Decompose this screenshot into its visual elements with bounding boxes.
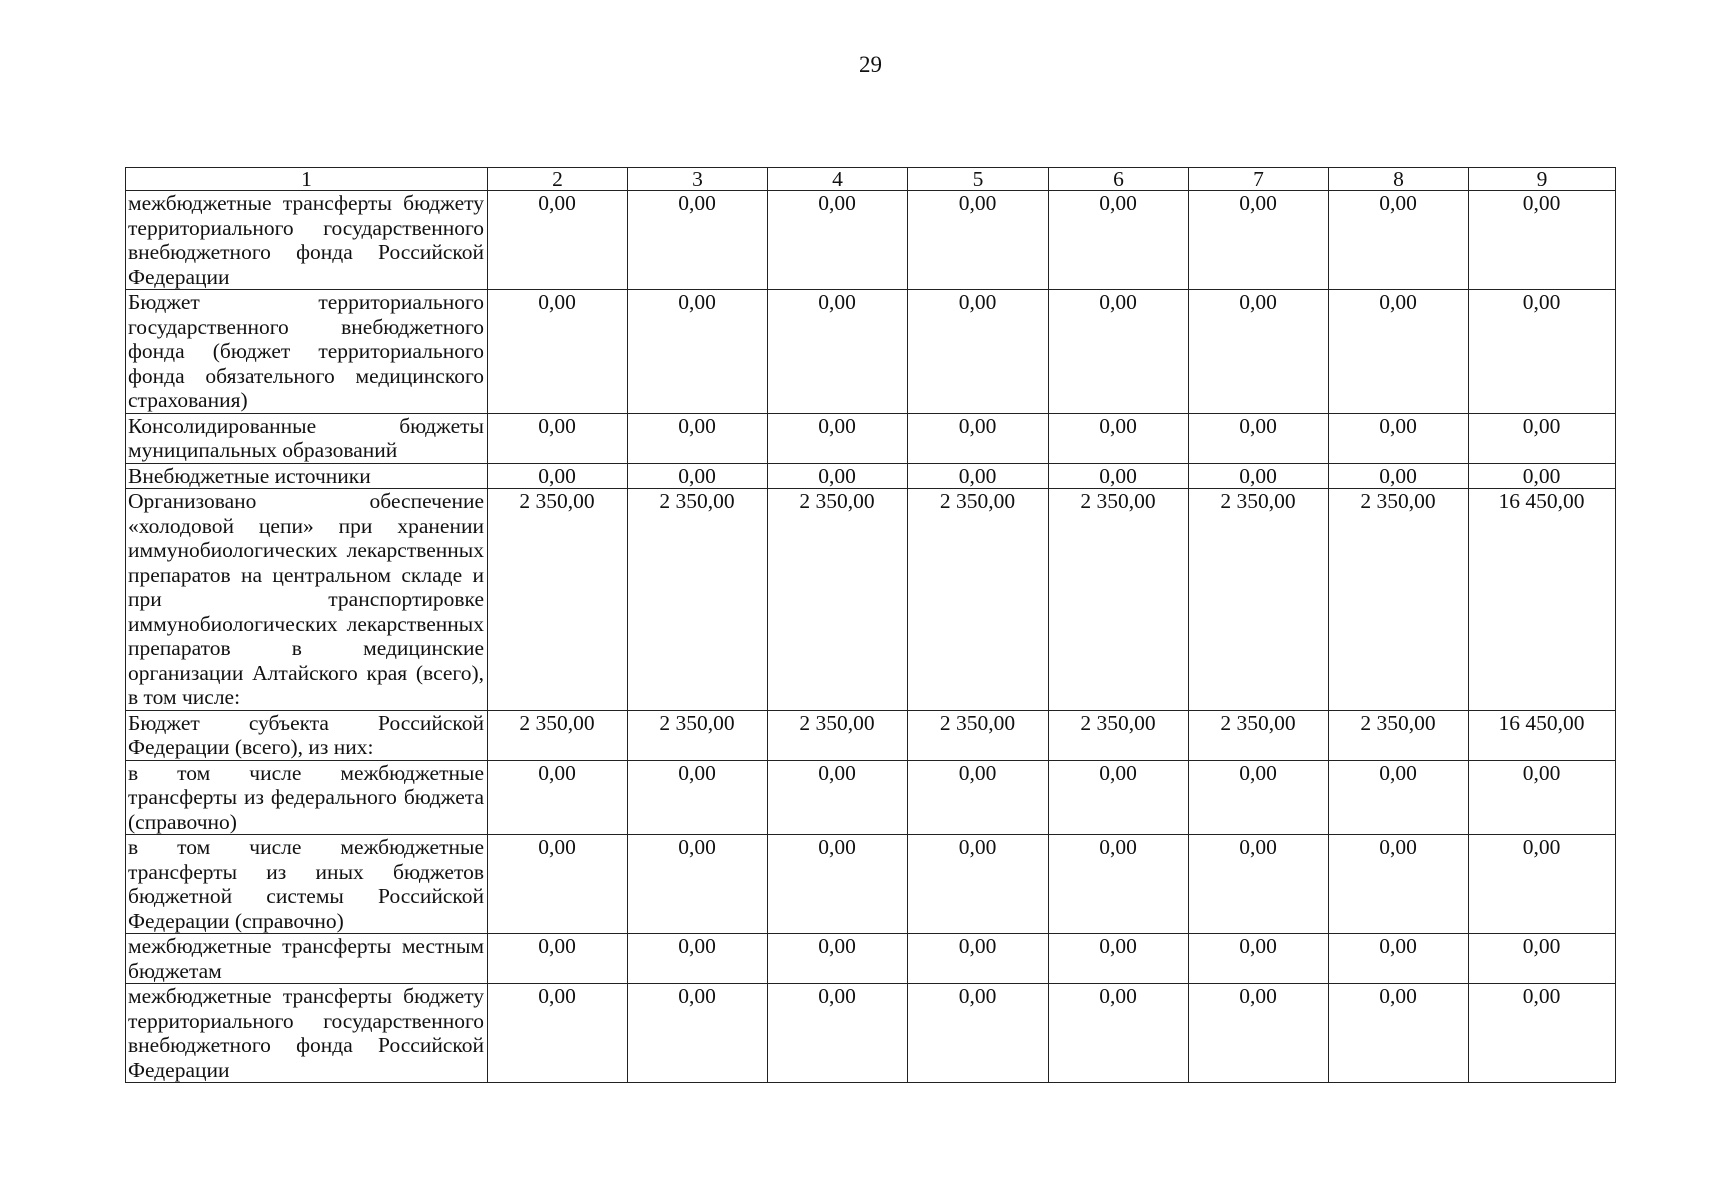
- cell-value: 0,00: [768, 934, 908, 984]
- cell-value: 2 350,00: [1189, 489, 1329, 711]
- cell-value: 16 450,00: [1469, 710, 1616, 760]
- cell-value: 0,00: [628, 760, 768, 835]
- cell-value: 0,00: [488, 290, 628, 414]
- cell-value: 0,00: [908, 191, 1049, 290]
- cell-value: 0,00: [1469, 413, 1616, 463]
- cell-value: 2 350,00: [1329, 710, 1469, 760]
- row-label: Консолидированные бюджеты муниципальных образований: [126, 413, 488, 463]
- row-label: межбюджетные трансферты бюджету территориального государственного внебюджетного фонда Российской Федерации: [126, 191, 488, 290]
- cell-value: 0,00: [1189, 835, 1329, 934]
- cell-value: 0,00: [768, 191, 908, 290]
- cell-value: 0,00: [628, 290, 768, 414]
- cell-value: 0,00: [1469, 835, 1616, 934]
- cell-value: 0,00: [1049, 934, 1189, 984]
- cell-value: 0,00: [1329, 835, 1469, 934]
- cell-value: 0,00: [488, 984, 628, 1083]
- cell-value: 2 350,00: [1049, 710, 1189, 760]
- cell-value: 2 350,00: [488, 489, 628, 711]
- cell-value: 0,00: [1049, 760, 1189, 835]
- table-row: [126, 984, 1616, 1083]
- cell-value: 0,00: [1049, 290, 1189, 414]
- row-label: в том числе межбюджетные трансферты из иных бюджетов бюджетной системы Российской Федерации (справочно): [126, 835, 488, 934]
- column-header: 2: [488, 168, 628, 191]
- cell-value: 0,00: [1469, 191, 1616, 290]
- row-label: Бюджет субъекта Российской Федерации (всего), из них:: [126, 710, 488, 760]
- table-row: [126, 835, 1616, 934]
- cell-value: 0,00: [488, 413, 628, 463]
- column-header: 6: [1049, 168, 1189, 191]
- cell-value: 2 350,00: [1189, 710, 1329, 760]
- cell-value: 0,00: [628, 984, 768, 1083]
- cell-value: 2 350,00: [1049, 489, 1189, 711]
- column-header: 9: [1469, 168, 1616, 191]
- cell-value: 2 350,00: [768, 710, 908, 760]
- cell-value: 0,00: [1469, 984, 1616, 1083]
- row-label: межбюджетные трансферты местным бюджетам: [126, 934, 488, 984]
- cell-value: 0,00: [908, 413, 1049, 463]
- cell-value: 0,00: [1329, 760, 1469, 835]
- row-label: межбюджетные трансферты бюджету территориального государственного внебюджетного фонда Российской Федерации: [126, 984, 488, 1083]
- cell-value: 0,00: [908, 984, 1049, 1083]
- table-row: [126, 413, 1616, 463]
- page-number: 29: [859, 52, 882, 77]
- cell-value: 0,00: [628, 463, 768, 489]
- column-header: 7: [1189, 168, 1329, 191]
- column-header: 8: [1329, 168, 1469, 191]
- cell-value: 0,00: [768, 290, 908, 414]
- cell-value: 0,00: [908, 835, 1049, 934]
- cell-value: 0,00: [908, 760, 1049, 835]
- column-header: 5: [908, 168, 1049, 191]
- cell-value: 0,00: [628, 191, 768, 290]
- cell-value: 2 350,00: [628, 710, 768, 760]
- cell-value: 0,00: [768, 760, 908, 835]
- table-row: [126, 710, 1616, 760]
- header-row: [126, 168, 1616, 191]
- table-row: [126, 290, 1616, 414]
- cell-value: 0,00: [1049, 835, 1189, 934]
- cell-value: 0,00: [1469, 463, 1616, 489]
- budget-table: [125, 167, 1616, 1083]
- cell-value: 0,00: [1189, 760, 1329, 835]
- cell-value: 0,00: [1189, 290, 1329, 414]
- cell-value: 0,00: [1469, 934, 1616, 984]
- cell-value: 0,00: [488, 463, 628, 489]
- cell-value: 0,00: [908, 290, 1049, 414]
- cell-value: 0,00: [1329, 290, 1469, 414]
- cell-value: 0,00: [1049, 984, 1189, 1083]
- cell-value: 0,00: [1049, 413, 1189, 463]
- cell-value: 0,00: [488, 191, 628, 290]
- cell-value: 0,00: [1469, 290, 1616, 414]
- table-row: [126, 463, 1616, 489]
- cell-value: 0,00: [1329, 413, 1469, 463]
- row-label: Организовано обеспечение «холодовой цепи» при хранении иммунобиологических лекарственных препаратов на центральном складе и при транспортировке иммунобиологических лекарственных препаратов в медицинские организации Алтайского края (всего), в том числе:: [126, 489, 488, 711]
- table-row: [126, 489, 1616, 711]
- cell-value: 2 350,00: [628, 489, 768, 711]
- cell-value: 0,00: [768, 413, 908, 463]
- cell-value: 0,00: [768, 463, 908, 489]
- cell-value: 0,00: [908, 463, 1049, 489]
- cell-value: 0,00: [488, 835, 628, 934]
- cell-value: 0,00: [908, 934, 1049, 984]
- cell-value: 16 450,00: [1469, 489, 1616, 711]
- cell-value: 0,00: [1189, 934, 1329, 984]
- cell-value: 2 350,00: [768, 489, 908, 711]
- cell-value: 2 350,00: [488, 710, 628, 760]
- cell-value: 2 350,00: [908, 710, 1049, 760]
- cell-value: 0,00: [1329, 463, 1469, 489]
- cell-value: 0,00: [488, 760, 628, 835]
- cell-value: 2 350,00: [1329, 489, 1469, 711]
- row-label: в том числе межбюджетные трансферты из федерального бюджета (справочно): [126, 760, 488, 835]
- cell-value: 0,00: [1329, 984, 1469, 1083]
- table-row: [126, 191, 1616, 290]
- cell-value: 0,00: [1329, 191, 1469, 290]
- cell-value: 0,00: [1049, 463, 1189, 489]
- cell-value: 0,00: [1049, 191, 1189, 290]
- table-row: [126, 760, 1616, 835]
- cell-value: 0,00: [1189, 413, 1329, 463]
- cell-value: 0,00: [768, 984, 908, 1083]
- row-label: Бюджет территориального государственного внебюджетного фонда (бюджет территориального фонда обязательного медицинского страхования): [126, 290, 488, 414]
- cell-value: 2 350,00: [908, 489, 1049, 711]
- cell-value: 0,00: [1189, 984, 1329, 1083]
- row-label: Внебюджетные источники: [126, 463, 488, 489]
- table-row: [126, 934, 1616, 984]
- cell-value: 0,00: [628, 934, 768, 984]
- cell-value: 0,00: [488, 934, 628, 984]
- cell-value: 0,00: [1329, 934, 1469, 984]
- cell-value: 0,00: [768, 835, 908, 934]
- cell-value: 0,00: [1189, 191, 1329, 290]
- cell-value: 0,00: [1469, 760, 1616, 835]
- column-header: 4: [768, 168, 908, 191]
- column-header: 3: [628, 168, 768, 191]
- cell-value: 0,00: [628, 835, 768, 934]
- cell-value: 0,00: [1189, 463, 1329, 489]
- cell-value: 0,00: [628, 413, 768, 463]
- column-header: 1: [126, 168, 488, 191]
